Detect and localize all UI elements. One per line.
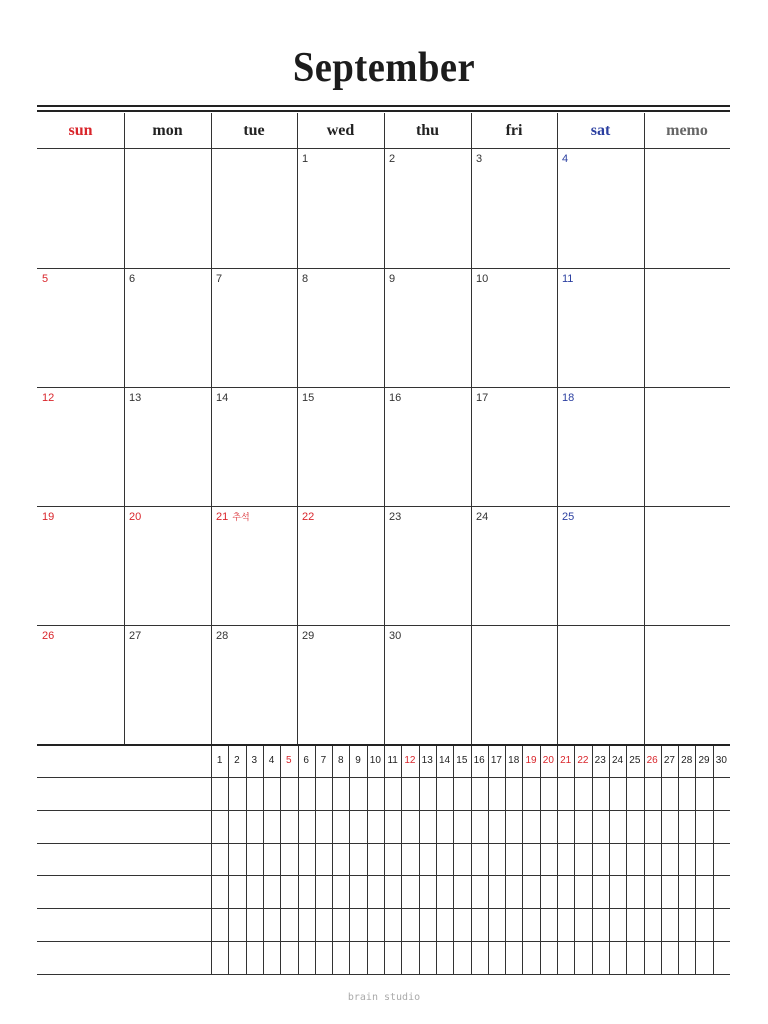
- tracker-column-line: [678, 746, 679, 974]
- tracker-column-line: [713, 746, 714, 974]
- day-cell-number: [129, 392, 141, 404]
- weekday-header-0: sun: [68, 122, 93, 139]
- day-number: 26: [42, 630, 55, 642]
- tracker-day-number: 29: [698, 755, 710, 766]
- day-number: 16: [389, 392, 402, 404]
- tracker-column-line: [228, 746, 229, 974]
- tracker-day-number: 16: [473, 755, 485, 766]
- day-cell-number: [129, 630, 141, 642]
- tracker-column-line: [211, 746, 212, 974]
- tracker-day-number: 22: [577, 755, 589, 766]
- day-cell-number: [476, 273, 488, 285]
- day-number: 21: [216, 511, 229, 523]
- tracker-column-line: [505, 746, 506, 974]
- tracker-day-number: 2: [234, 755, 240, 766]
- day-cell-number: [476, 153, 482, 165]
- tracker-day-number: 5: [286, 755, 292, 766]
- day-cell-number: [216, 630, 228, 642]
- tracker-column-line: [609, 746, 610, 974]
- tracker-day-number: 11: [387, 755, 398, 766]
- weekday-header-7: memo: [666, 122, 708, 139]
- day-cell-number: [216, 392, 228, 404]
- weekday-header-5: fri: [505, 122, 523, 139]
- day-cell-number: [562, 511, 574, 523]
- day-cell-number: [42, 630, 54, 642]
- column-divider: [471, 113, 472, 744]
- tracker-day-number: 24: [611, 755, 624, 766]
- tracker-day-number: 28: [681, 755, 693, 766]
- tracker-day-number: 1: [216, 755, 223, 766]
- holiday-label: 추석: [232, 512, 250, 522]
- tracker-day-number: 7: [320, 755, 327, 766]
- tracker-column-line: [626, 746, 627, 974]
- tracker-day-number: 9: [355, 755, 361, 766]
- tracker-day-number: 25: [629, 755, 641, 766]
- tracker-column-line: [384, 746, 385, 974]
- footer-brand: brain studio: [347, 992, 421, 1003]
- tracker-column-line: [540, 746, 541, 974]
- day-cell-number: [389, 630, 401, 642]
- tracker-column-line: [592, 746, 593, 974]
- day-number: 29: [302, 630, 315, 642]
- weekday-header-4: thu: [415, 122, 440, 139]
- tracker-column-line: [263, 746, 264, 974]
- tracker-day-number: 6: [303, 755, 309, 766]
- tracker-day-number: 12: [404, 755, 416, 766]
- title-rule-upper: [37, 105, 730, 107]
- day-cell-number: [302, 392, 314, 404]
- day-number: 25: [562, 511, 575, 523]
- day-cell-number: [476, 392, 488, 404]
- day-number: 11: [562, 273, 574, 285]
- tracker-day-number: 15: [456, 755, 468, 766]
- column-divider: [557, 113, 558, 744]
- day-number: 5: [42, 273, 49, 285]
- tracker-column-line: [280, 746, 281, 974]
- day-cell-number: [389, 273, 395, 285]
- tracker-day-number: 4: [268, 755, 275, 766]
- weekday-header-6: sat: [590, 122, 611, 139]
- day-cell-number: [562, 153, 568, 165]
- tracker-day-number: 19: [525, 755, 537, 766]
- tracker-day-number: 13: [421, 755, 433, 766]
- tracker-day-number: 8: [337, 755, 344, 766]
- tracker-column-line: [298, 746, 299, 974]
- day-number: 2: [389, 153, 396, 165]
- day-number: 14: [216, 392, 229, 404]
- title-rule-lower: [37, 110, 730, 112]
- tracker-column-line: [436, 746, 437, 974]
- tracker-column-line: [453, 746, 454, 974]
- tracker-day-number: 26: [646, 755, 658, 766]
- tracker-column-line: [644, 746, 645, 974]
- day-number: 15: [302, 392, 315, 404]
- day-number: 18: [562, 392, 575, 404]
- day-number: 23: [389, 511, 402, 523]
- day-number: 8: [302, 273, 309, 285]
- day-cell-number: [42, 273, 48, 285]
- day-number: 17: [476, 392, 489, 404]
- tracker-day-number: 27: [663, 755, 675, 766]
- tracker-column-line: [574, 746, 575, 974]
- weekday-header-2: tue: [243, 122, 265, 139]
- day-cell-number: [476, 511, 488, 523]
- tracker-column-line: [401, 746, 402, 974]
- day-cell-number: [302, 273, 308, 285]
- tracker-day-number: 17: [490, 755, 502, 766]
- tracker-day-number: 20: [542, 755, 554, 766]
- tracker-column-line: [349, 746, 350, 974]
- tracker-day-number: 14: [438, 755, 451, 766]
- weekday-header-1: mon: [152, 122, 183, 139]
- day-cell-number: [302, 511, 314, 523]
- day-cell-number: [562, 392, 574, 404]
- tracker-day-number: 30: [715, 755, 727, 766]
- day-number: 24: [476, 511, 489, 523]
- day-number: 7: [216, 273, 223, 285]
- column-divider: [124, 113, 125, 744]
- day-cell-number: [302, 153, 308, 165]
- day-number: 13: [129, 392, 142, 404]
- page-title: September: [292, 45, 476, 91]
- day-cell-number: [389, 511, 401, 523]
- column-divider: [644, 113, 645, 744]
- tracker-day-number: 3: [251, 755, 258, 766]
- day-cell-number: [302, 630, 314, 642]
- tracker-column-line: [419, 746, 420, 974]
- day-number: 3: [476, 153, 483, 165]
- tracker-column-line: [488, 746, 489, 974]
- day-cell-number: [389, 153, 395, 165]
- tracker-day-number: 10: [369, 755, 381, 766]
- tracker-column-line: [695, 746, 696, 974]
- day-cell-number: [129, 273, 135, 285]
- tracker-column-line: [471, 746, 472, 974]
- tracker-column-line: [315, 746, 316, 974]
- weekday-header-3: wed: [326, 122, 355, 139]
- column-divider: [211, 113, 212, 744]
- tracker-column-line: [661, 746, 662, 974]
- day-cell-number: [42, 392, 54, 404]
- day-number: 10: [476, 273, 489, 285]
- day-cell-number: [216, 273, 222, 285]
- day-number: 19: [42, 511, 55, 523]
- day-number: 28: [216, 630, 229, 642]
- tracker-day-number: 18: [508, 755, 520, 766]
- tracker-column-line: [367, 746, 368, 974]
- day-number: 1: [302, 153, 309, 165]
- day-number: 27: [129, 630, 142, 642]
- tracker-day-number: 21: [560, 755, 572, 766]
- day-number: 30: [389, 630, 402, 642]
- column-divider: [384, 113, 385, 744]
- day-cell-number: [129, 511, 141, 523]
- column-divider: [297, 113, 298, 744]
- day-cell-number: [216, 511, 250, 523]
- tracker-column-line: [246, 746, 247, 974]
- day-cell-number: [562, 273, 573, 285]
- tracker-column-line: [557, 746, 558, 974]
- day-number: 12: [42, 392, 55, 404]
- day-cell-number: [389, 392, 401, 404]
- day-number: 4: [562, 153, 569, 165]
- tracker-row-line: [37, 974, 730, 975]
- day-number: 6: [129, 273, 136, 285]
- tracker-column-line: [522, 746, 523, 974]
- day-number: 22: [302, 511, 315, 523]
- tracker-column-line: [332, 746, 333, 974]
- day-number: 9: [389, 273, 396, 285]
- day-cell-number: [42, 511, 54, 523]
- tracker-day-number: 23: [594, 755, 606, 766]
- day-number: 20: [129, 511, 142, 523]
